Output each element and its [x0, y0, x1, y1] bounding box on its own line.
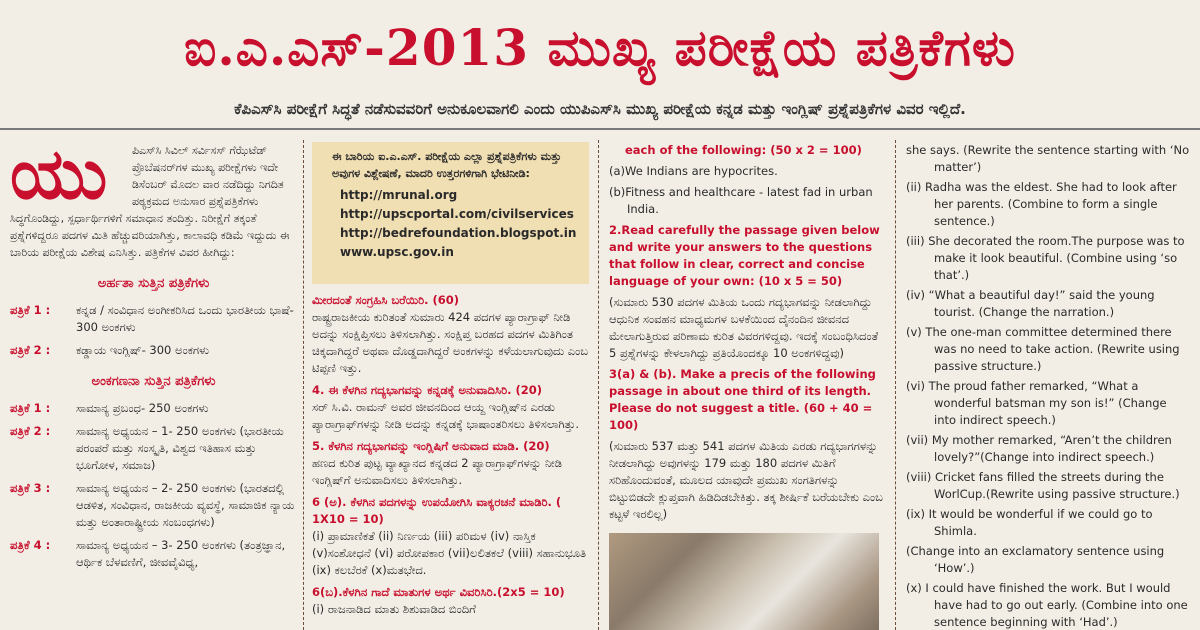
paper-item: [10, 423, 297, 474]
resource-link[interactable]: http://bedrefoundation.blogspot.in: [340, 226, 577, 240]
paper-item: [10, 400, 297, 417]
resource-link[interactable]: http://upscportal.com/civilservices: [340, 207, 574, 221]
paper-label: ಪತ್ರಿಕೆ 3 :: [10, 481, 51, 495]
section-heading: ಅಂಕಗಣನಾ ಸುತ್ತಿನ ಪತ್ರಿಕೆಗಳು: [91, 374, 216, 389]
question-item: [312, 292, 589, 377]
column-3: [609, 142, 886, 630]
exercise-item: (vi) The proud father remarked, “What a wonderful batsman my son is!” (Change into indirect speech.): [906, 379, 1167, 427]
question-body: ಸರ್ ಸಿ.ವಿ. ರಾಮನ್ ಅವರ ಜೀವನದಿಂದ ಆಯ್ದ ಇಂಗ್ಲಿಷ್‌ನ ಎರಡು ಪ್ಯಾರಾಗ್ರಾಫ್‌ಗಳನ್ನು ನೀಡಿ ಅದನ್ನು ಕನ್ನಡಕ್ಕೆ ಭಾಷಾಂತರಿಸಲು ತಿಳಿಸಲಾಗಿತ್ತು.: [312, 400, 580, 431]
question-heading: each of the following: (50 x 2 = 100): [625, 143, 862, 157]
resource-link[interactable]: http://mrunal.org: [340, 188, 458, 202]
paper-text: ಸಾಮಾನ್ಯ ಪ್ರಬಂಧ- 250 ಅಂಕಗಳು: [76, 401, 209, 415]
exercise-item: (ii) Radha was the eldest. She had to look after her parents. (Combine to form a single sentence.): [906, 180, 1177, 228]
intro-text-cont: ಸಿದ್ಧಗೊಂಡಿದ್ದು, ಸ್ಪರ್ಧಾರ್ಥಿಗಳಿಗೆ ಸಮಾಧಾನ ತಂದಿತ್ತು. ನಿರೀಕ್ಷೆಗೆ ತಕ್ಕಂತೆ ಪ್ರಶ್ನೆಗಳಿದ್ದರೂ ಪದಗಳ ಮಿತಿ ಹೆಚ್ಚುವರಿಯಾಗಿತ್ತು, ಕಾಲಾವಧಿ ಕಡಿಮೆ ಇದ್ದುದು ಈ ಬಾರಿಯ ಪರೀಕ್ಷೆಯ ವಿಶೇಷ ಎನಿಸಿತ್ತು. ಪತ್ರಿಕೆಗಳ ವಿವರ ಹೀಗಿದ್ದು:: [10, 212, 290, 259]
question-body: (i) ರಾಜನಾಡಿದ ಮಾತು ಶಿಶುವಾಡಿದ ಬಿಂದಿಗೆ: [312, 602, 476, 616]
paper-label: ಪತ್ರಿಕೆ 2 :: [10, 343, 51, 357]
paper-item: [10, 537, 297, 571]
paper-text: ಸಾಮಾನ್ಯ ಅಧ್ಯಯನ – 1- 250 ಅಂಕಗಳು (ಭಾರತೀಯ ಪರಂಪರೆ ಮತ್ತು ಸಂಸ್ಕೃತಿ, ವಿಶ್ವದ ಇತಿಹಾಸ ಮತ್ತು ಭೂಗೋಳ, ಸಮಾಜ): [76, 424, 284, 472]
question-body: ರಾಷ್ಟ್ರರಾಜಕೀಯ ಕುರಿತಂತೆ ಸುಮಾರು 424 ಪದಗಳ ಪ್ಯಾರಾಗ್ರಾಫ್ ನೀಡಿ ಅದನ್ನು ಸಂಕ್ಷಿಪ್ತಿಸಲು ತಿಳಿಸಲಾಗಿತ್ತು. ಸಂಕ್ಷಿಪ್ತ ಬರಹದ ಪದಗಳ ಮಿತಿಗಿಂತ ಚಿಕ್ಕದಾಗಿದ್ದರೆ ಅಥವಾ ದೊಡ್ಡದಾಗಿದ್ದರೆ ಅಂಕಗಳನ್ನು ಕಳೆಯಲಾಗುವುದು ಎಂಬ ಟಿಪ್ಪಣಿ ಇತ್ತು.: [312, 310, 589, 375]
essay-option: (a)We Indians are hypocrites.: [609, 164, 778, 178]
paper-label: ಪತ್ರಿಕೆ 1 :: [10, 401, 51, 415]
paper-text: ಕನ್ನಡ / ಸಂವಿಧಾನ ಅಂಗೀಕರಿಸಿದ ಒಂದು ಭಾರತೀಯ ಭಾಷೆ- 300 ಅಂಕಗಳು: [76, 303, 294, 334]
question-item: [312, 494, 589, 579]
column-divider: [303, 140, 304, 630]
header-divider: [0, 128, 1200, 130]
paper-item: [10, 342, 297, 359]
question-body: (ಸುಮಾರು 530 ಪದಗಳ ಮಿತಿಯ ಒಂದು ಗದ್ಯಭಾಗವನ್ನು ನೀಡಲಾಗಿದ್ದು ಆಧುನಿಕ ಸಂವಹನ ಮಾಧ್ಯಮಗಳ ಬಳಕೆಯಿಂದ ದೈನಂದಿನ ಜೀವನದ ಮೇಲಾಗುತ್ತಿರುವ ಪರಿಣಾಮ ಕುರಿತ ವಿವರಗಳಿದ್ದವು. ಇದಕ್ಕೆ ಸಂಬಂಧಿಸಿದಂತೆ 5 ಪ್ರಶ್ನೆಗಳನ್ನು ಕೇಳಲಾಗಿದ್ದು ಪ್ರತಿಯೊಂದಕ್ಕೂ 10 ಅಂಕಗಳಿದ್ದವು): [609, 295, 879, 360]
subtitle: ಕೆಪಿಎಸ್‌ಸಿ ಪರೀಕ್ಷೆಗೆ ಸಿದ್ಧತೆ ನಡೆಸುವವರಿಗೆ ಅನುಕೂಲವಾಗಲಿ ಎಂದು ಯುಪಿಎಸ್‌ಸಿ ಮುಖ್ಯ ಪರೀಕ್ಷೆಯ ಕನ್ನಡ ಮತ್ತು ಇಂಗ್ಲಿಷ್ ಪ್ರಶ್ನೆಪತ್ರಿಕೆಗಳ ವಿವರ ಇಲ್ಲಿದೆ.: [234, 100, 966, 118]
question-heading: 6 (ಅ). ಕೆಳಗಿನ ಪದಗಳನ್ನು ಉಪಯೋಗಿಸಿ ವಾಕ್ಯರಚನೆ ಮಾಡಿರಿ. ( 1X10 = 10): [312, 495, 562, 526]
question-heading: 6(ಬ).ಕೆಳಗಿನ ಗಾದೆ ಮಾತುಗಳ ಅರ್ಥ ವಿವರಿಸಿರಿ.(2x5 = 10): [312, 585, 565, 599]
exercise-item: (v) The one-man committee determined there was no need to take action. (Rewrite using passive structure.): [906, 325, 1180, 373]
question-item: [312, 438, 589, 489]
exercise-item: (vii) My mother remarked, “Aren’t the children lovely?”(Change into indirect speech.): [906, 433, 1172, 464]
question-body: (ಸುಮಾರು 537 ಮತ್ತು 541 ಪದಗಳ ಮಿತಿಯ ಎರಡು ಗದ್ಯಭಾಗಗಳನ್ನು ನೀಡಲಾಗಿದ್ದು ಅವುಗಳನ್ನು 179 ಮತ್ತು 180 ಪದಗಳ ಮಿತಿಗೆ ಸರಿಹೊಂದುವಂತೆ, ಮೂಲದ ಯಾವುದೇ ಪ್ರಮುಖ ಸಂಗತಿಗಳನ್ನು ಬಿಟ್ಟುಬಿಡದೇ ಕ್ಲುಪ್ತವಾಗಿ ಹಿಡಿದಿಡಬೇಕಿತ್ತು. ತಕ್ಕ ಶೀರ್ಷಿಕೆ ಬರೆಯಬೇಕು ಎಂಬ ಕಟ್ಟಳೆ ಇರಲಿಲ್ಲ): [609, 439, 883, 521]
question-heading: 4. ಈ ಕೆಳಗಿನ ಗದ್ಯಭಾಗವನ್ನು ಕನ್ನಡಕ್ಕೆ ಅನುವಾದಿಸಿರಿ. (20): [312, 383, 543, 397]
paper-text: ಸಾಮಾನ್ಯ ಅಧ್ಯಯನ – 3- 250 ಅಂಕಗಳು (ತಂತ್ರಜ್ಞಾನ, ಆರ್ಥಿಕ ಬೆಳವಣಿಗೆ, ಜೀವವೈವಿಧ್ಯ,: [76, 538, 286, 569]
resources-intro: ಈ ಬಾರಿಯ ಐ.ಎ.ಎಸ್. ಪರೀಕ್ಷೆಯ ಎಲ್ಲಾ ಪ್ರಶ್ನೆಪತ್ರಿಕೆಗಳು ಮತ್ತು ಅವುಗಳ ವಿಶ್ಲೇಷಣೆ, ಮಾದರಿ ಉತ್ತರಗಳಿಗಾಗಿ ಭೇಟಿನೀಡಿ:: [332, 150, 562, 180]
exercise-item: (ix) It would be wonderful if we could go to Shimla.: [906, 507, 1153, 538]
column-2: [312, 142, 589, 630]
resource-link[interactable]: www.upsc.gov.in: [340, 245, 454, 259]
question-item: [312, 584, 589, 618]
paper-item: [10, 302, 297, 336]
exercise-item: (viii) Cricket fans filled the streets during the WorlCup.(Rewrite using passive structure.): [906, 470, 1180, 501]
exercise-item: (Change into an exclamatory sentence using ‘How’.): [906, 544, 1165, 575]
paper-label: ಪತ್ರಿಕೆ 2 :: [10, 424, 51, 438]
exercise-item: she says. (Rewrite the sentence starting with ‘No matter’): [906, 143, 1190, 174]
paper-item: [10, 480, 297, 531]
drop-cap: ಯು: [10, 142, 108, 215]
column-4: [906, 142, 1192, 630]
exercise-item: (x) I could have finished the work. But I would have had to go out early. (Combine into one sentence beginning with ‘Had’.): [906, 581, 1188, 629]
paper-label: ಪತ್ರಿಕೆ 1 :: [10, 303, 51, 317]
column-divider: [598, 140, 599, 630]
question-heading: ಮೀರದಂತೆ ಸಂಗ್ರಹಿಸಿ ಬರೆಯಿರಿ. (60): [312, 293, 460, 307]
section-heading: ಅರ್ಹತಾ ಸುತ್ತಿನ ಪತ್ರಿಕೆಗಳು: [97, 276, 210, 291]
question-item: [312, 382, 589, 433]
question-heading: 2.Read carefully the passage given below and write your answers to the questions that follow in clear, correct and concise language of your own: (10 x 5 = 50): [609, 223, 880, 288]
paper-text: ಸಾಮಾನ್ಯ ಅಧ್ಯಯನ – 2- 250 ಅಂಕಗಳು (ಭಾರತದಲ್ಲಿ ಆಡಳಿತ, ಸಂವಿಧಾನ, ರಾಜಕೀಯ ವ್ಯವಸ್ಥೆ, ಸಾಮಾಜಿಕ ನ್ಯಾಯ ಮತ್ತು ಅಂತಾರಾಷ್ಟ್ರೀಯ ಸಂಬಂಧಗಳು): [76, 481, 295, 529]
question-body: (i) ಪ್ರಾಮಾಣಿಕತೆ (ii) ನಿರ್ಣಯ (iii) ಪರಿಮಳ (iv) ನಾಸ್ತಿಕ (v)ಸಂಶೋಧನೆ (vi) ಪರೋಪಕಾರ (vii)ಲಲಿತಕಲೆ (viii) ಸಹಾನುಭೂತಿ (ix) ಕಲಬೆರಕೆ (x)ಮತಭೇದ.: [312, 529, 587, 577]
column-1: [10, 142, 297, 630]
intro-block: [10, 142, 297, 215]
exam-hall-photo: [609, 533, 879, 630]
paper-label: ಪತ್ರಿಕೆ 4 :: [10, 538, 51, 552]
exercise-item: (iii) She decorated the room.The purpose was to make it look beautiful. (Combine using ‘so that’.): [906, 234, 1185, 282]
intro-text: ಪಿಎಸ್‌ಸಿ ಸಿವಿಲ್ ಸರ್ವಿಸಸ್ ಗೆಝೆಟೆಡ್ ಪ್ರೊಬೆಷನರ್‌ಗಳ ಮುಖ್ಯ ಪರೀಕ್ಷೆಗಳು ಇದೇ ಡಿಸೆಂಬರ್ ಮೊದಲ ವಾರ ನಡೆದಿದ್ದು ನಿಗದಿತ ಪಠ್ಯಕ್ರಮದ ಅನುಸಾರ ಪ್ರಶ್ನೆಪತ್ರಿಕೆಗಳು: [132, 144, 284, 208]
question-heading: 5. ಕೆಳಗಿನ ಗದ್ಯಭಾಗವನ್ನು ಇಂಗ್ಲಿಷಿಗೆ ಅನುವಾದ ಮಾಡಿ. (20): [312, 439, 550, 453]
page-title: ಐ.ಎ.ಎಸ್-2013 ಮುಖ್ಯ ಪರೀಕ್ಷೆಯ ಪತ್ರಿಕೆಗಳು: [184, 18, 1016, 77]
column-divider: [895, 140, 896, 630]
question-body: ಹಣದ ಕುರಿತ ಪುಟ್ಟ ವ್ಯಾಖ್ಯಾನದ ಕನ್ನಡದ 2 ಪ್ಯಾರಾಗ್ರಾಫ್‌ಗಳನ್ನು ನೀಡಿ ಇಂಗ್ಲಿಷ್‌ಗೆ ಅನುವಾದಿಸಲು ತಿಳಿಸಲಾಗಿತ್ತು.: [312, 456, 562, 487]
question-heading: 3(a) & (b). Make a precis of the following passage in about one third of its length. Please do not suggest a title. (60 + 40 = 100): [609, 367, 876, 432]
essay-option: (b)Fitness and healthcare - latest fad in urban India.: [609, 185, 873, 216]
resources-box: [312, 142, 589, 284]
paper-text: ಕಡ್ಡಾಯ ಇಂಗ್ಲಿಷ್- 300 ಅಂಕಗಳು: [76, 343, 209, 357]
exercise-item: (iv) “What a beautiful day!” said the young tourist. (Change the narration.): [906, 288, 1155, 319]
